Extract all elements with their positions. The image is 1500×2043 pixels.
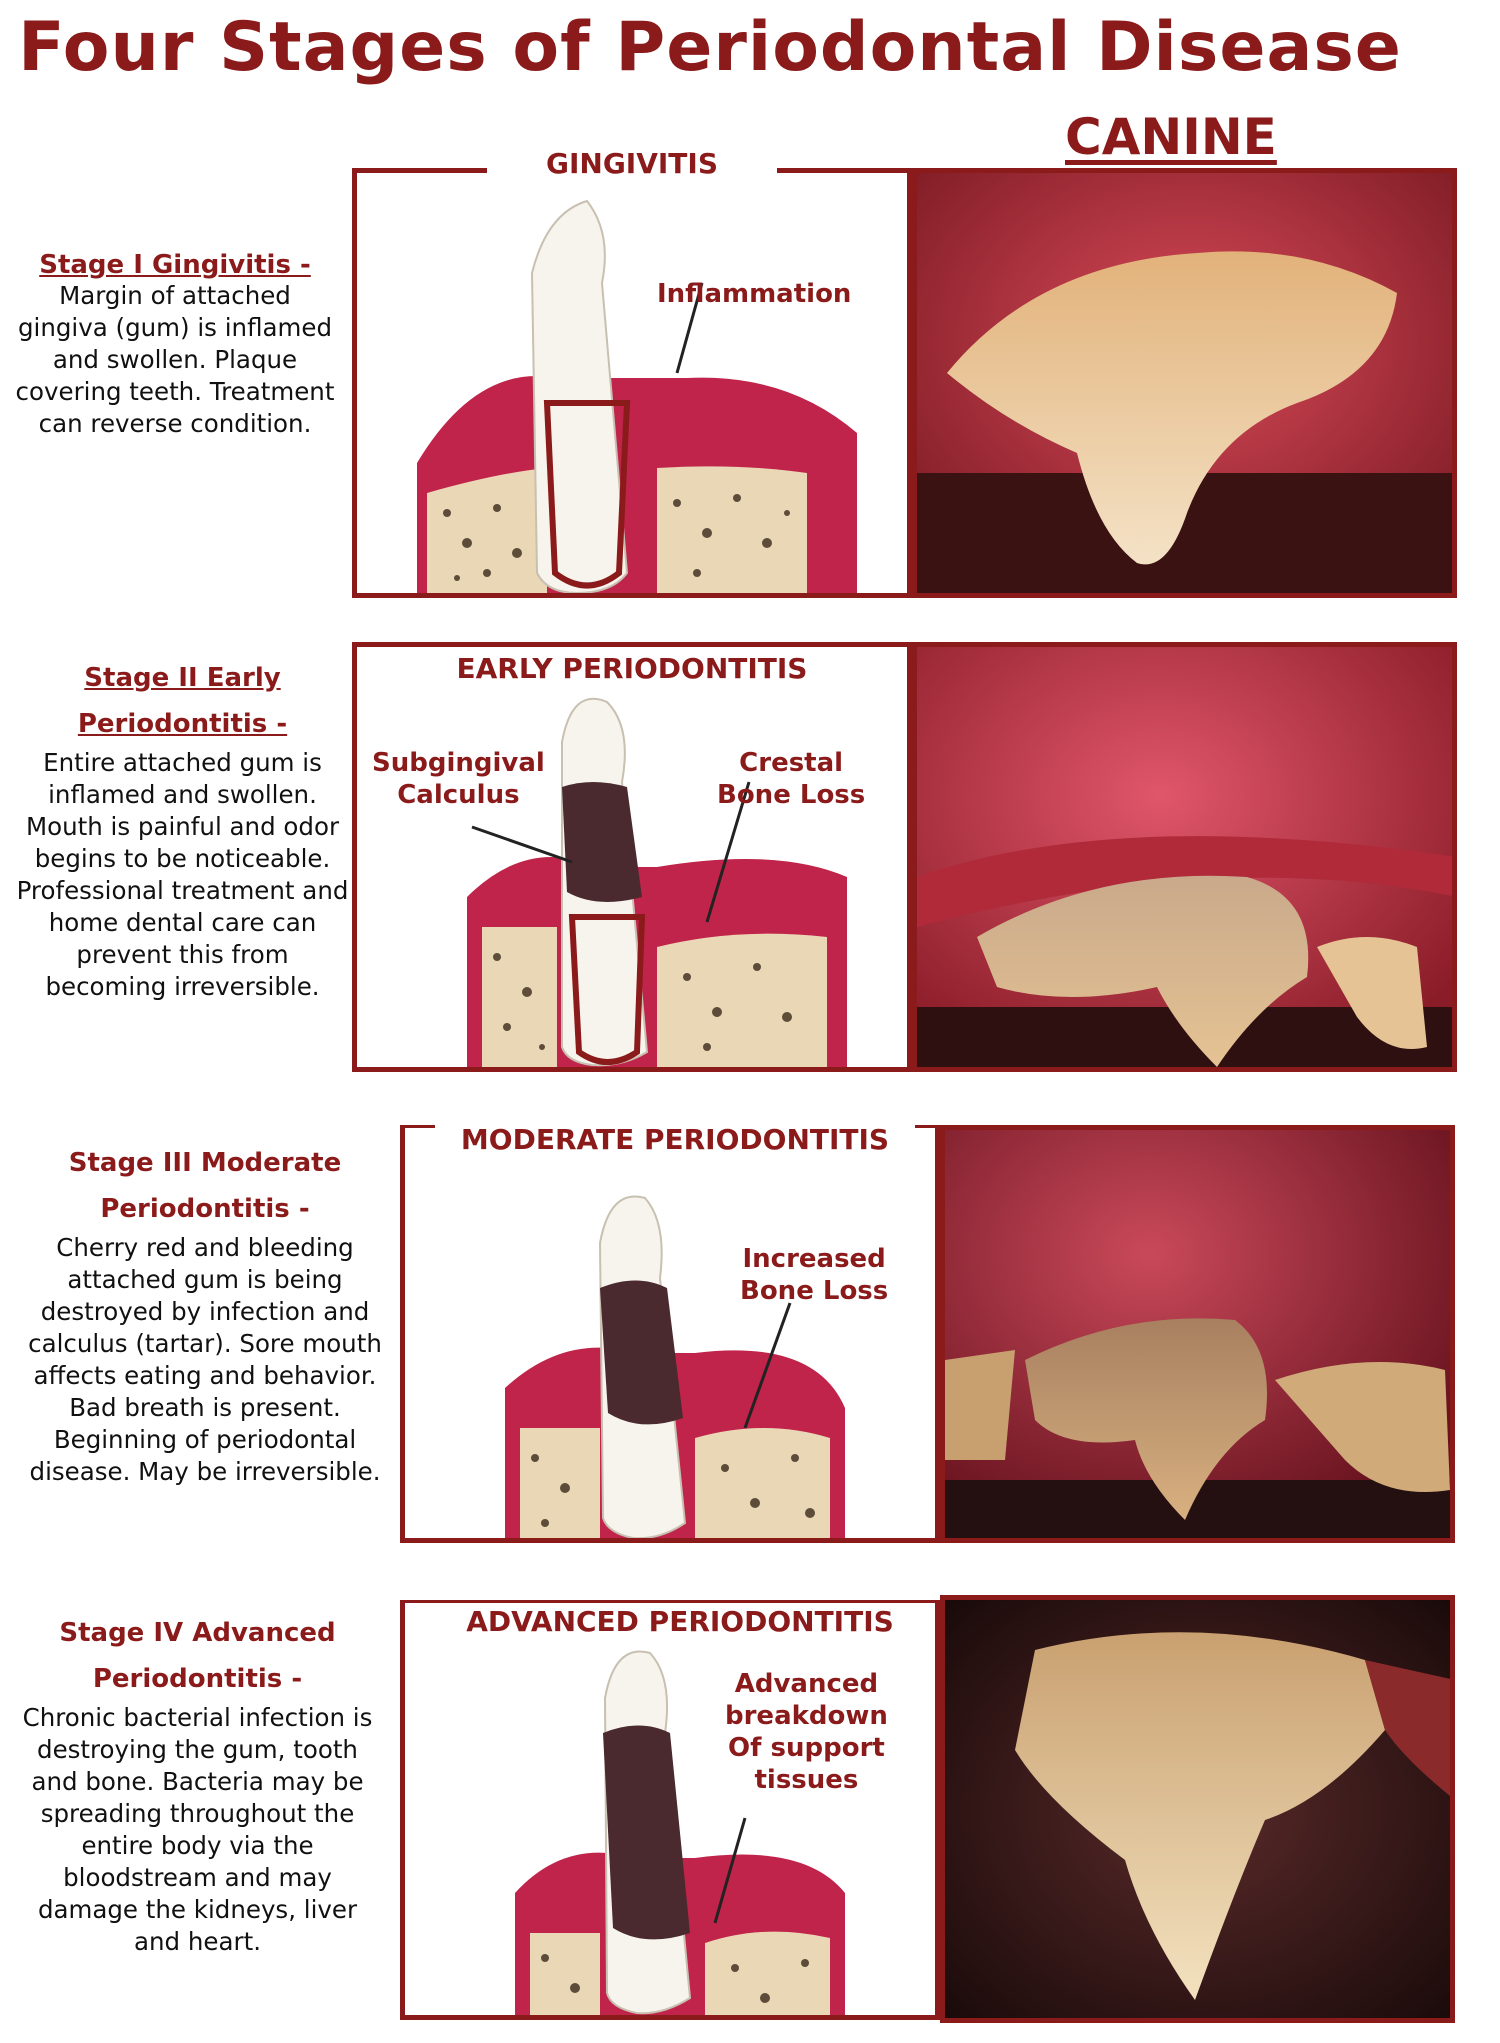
stage-1-heading: Stage I Gingivitis - bbox=[39, 250, 311, 280]
crestal-bone-loss-label: Crestal Bone Loss bbox=[717, 748, 866, 810]
stage-1-caption: GINGIVITIS bbox=[487, 147, 777, 180]
stage-2-description bbox=[15, 655, 350, 1003]
stage-1-photo bbox=[912, 168, 1457, 598]
stage-1-text: Margin of attached gingiva (gum) is inflamed and swollen. Plaque covering teeth. Treatment can reverse condition. bbox=[15, 281, 335, 438]
stage-3-diagram bbox=[400, 1125, 940, 1543]
stage-3-heading-line2: Periodontitis - bbox=[100, 1194, 310, 1224]
stage-1-description bbox=[15, 250, 335, 440]
stage-1-diagram bbox=[352, 147, 912, 598]
canine-subtitle: CANINE bbox=[1065, 108, 1277, 166]
stage-2-heading-line2: Periodontitis - bbox=[77, 709, 288, 739]
stage-4-caption: ADVANCED PERIODONTITIS bbox=[445, 1605, 915, 1638]
page-title: Four Stages of Periodontal Disease bbox=[18, 8, 1402, 87]
stage-4-text: Chronic bacterial infection is destroying the gum, tooth and bone. Bacteria may be spreading throughout the entire body via the bloodstream and may damage the kidneys, liver and heart. bbox=[22, 1703, 373, 1956]
advanced-breakdown-label: Advanced breakdown Of support tissues bbox=[725, 1669, 888, 1795]
inflammation-label: Inflammation bbox=[657, 279, 852, 309]
stage-2-tooth-illustration bbox=[357, 647, 907, 1067]
stage-2-caption: EARLY PERIODONTITIS bbox=[417, 652, 847, 685]
stage-3-heading-line1: Stage III Moderate bbox=[68, 1148, 342, 1178]
stage-4-diagram bbox=[400, 1600, 940, 2020]
stage-3-text: Cherry red and bleeding attached gum is being destroyed by infection and calculus (tartar). Sore mouth affects eating and behavior. Bad breath is present. Beginning of periodontal disease. May be irreversible. bbox=[28, 1233, 382, 1486]
increased-bone-loss-label: Increased Bone Loss bbox=[740, 1244, 889, 1306]
stage-1-tooth-illustration bbox=[357, 173, 907, 593]
stage-4-heading-line2: Periodontitis - bbox=[92, 1664, 303, 1694]
stage-4-photo bbox=[940, 1595, 1455, 2023]
stage-3-photo bbox=[940, 1125, 1455, 1543]
stage-2-heading-line1: Stage II Early bbox=[84, 663, 281, 693]
subgingival-calculus-label: Subgingival Calculus bbox=[372, 748, 545, 810]
stage-4-description bbox=[15, 1610, 380, 1958]
stage-2-diagram bbox=[352, 642, 912, 1072]
stage-3-caption: MODERATE PERIODONTITIS bbox=[435, 1123, 915, 1156]
stage-4-tooth-illustration bbox=[405, 1603, 935, 2015]
stage-2-photo bbox=[912, 642, 1457, 1072]
stage-3-description bbox=[15, 1140, 395, 1488]
stage-4-heading-line1: Stage IV Advanced bbox=[59, 1618, 336, 1648]
stage-2-text: Entire attached gum is inflamed and swollen. Mouth is painful and odor begins to be noticeable. Professional treatment and home dental care can prevent this from becoming irreversible. bbox=[16, 748, 349, 1001]
stage-3-tooth-illustration bbox=[405, 1128, 935, 1538]
